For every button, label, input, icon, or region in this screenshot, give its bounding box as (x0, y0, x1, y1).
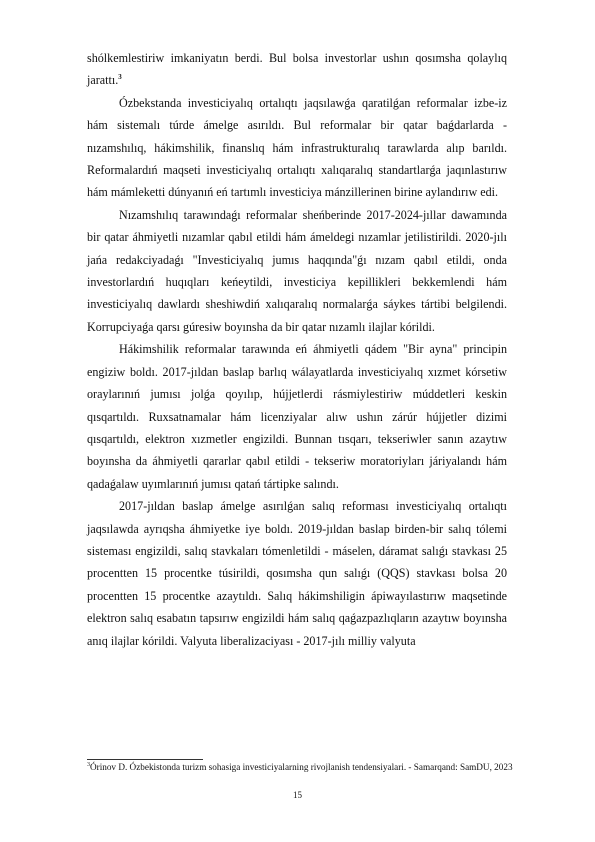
footnote-reference[interactable]: 3 (118, 73, 122, 82)
footnote-marker: 3 (87, 761, 90, 768)
paragraph-3: Nızamshılıq tarawındaǵı reformalar sheńberinde 2017-2024-jıllar dawamında bir qatar áhmiyetli nızamlar qabıl etildi hám ámeldegi nızamlar jetilistirildi. 2020-jılı jańa redakciyadaǵı "Investiciyalıq jumıs haqqında"ǵı nızam qabıl etildi, onda investorlardıń huqıqları keńeytildi, investiciya kepillikleri bekkemlendi hám investiciyalıq dawlardı sheshiwdiń xalıqaralıq normalarǵa sáykes tártibi belgilendi. Korrupciyaǵa qarsı gúresiw boyınsha da bir qatar nızamlı ilajlar kórildi. (87, 207, 507, 334)
paragraph-2: Ózbekstanda investiciyalıq ortalıqtı jaqsılawǵa qaratilǵan reformalar izbe-iz hám sistemalı túrde ámelge asırıldı. Bul reformalar bir qatar baǵdarlarda - nızamshılıq, hákimshilik, finanslıq hám infrastrukturalıq tarawlarda alıp barıldı. Reformalardıń maqseti investiciyalıq ortalıqtı xalıqaralıq standartlarǵa jaqınlastırıw hám mámleketti dúnyanıń eń tartımlı investiciya mánzillerinen birine aylandırıw edi. (87, 95, 507, 200)
paragraph-5: 2017-jıldan baslap ámelge asırılǵan salıq reforması investiciyalıq ortalıqtı jaqsılawda ayrıqsha áhmiyetke iye boldı. 2019-jıldan baslap birden-bir salıq tólemi sisteması engizildi, salıq stavkaları tómenletildi - máselen, dáramat salıǵı stavkası 25 procentten 15 procentke túsirildi, qosımsha qun salıǵı (QQS) stavkası bolsa 20 procentten 15 procentke azaytıldı. Salıq hákimshiligin ápiwayılastırıw maqsetinde elektron salıq esabatın tapsırıw engizildi hám salıq qaǵazpazlıqların azaytıw boyınsha anıq ilajlar kórildi. Valyuta liberalizaciyası - 2017-jılı milliy valyuta (87, 499, 507, 648)
paragraph-text: shólkemlestiriw imkaniyatın berdi. Bul bolsa investorlar ushın qosımsha qolaylıq jarattı. (87, 51, 507, 88)
paragraph-4: Hákimshilik reformalar tarawında eń áhmiyetli qádem "Bir ayna" principin engiziw boldı. 2017-jıldan baslap barlıq wálayatlarda investiciyalıq xızmet kórsetiw oraylarınıń jumısı jolǵa qoyılıp, hújjetlerdi rásmiylestiriw múddetleri keskin qısqartıldı. Ruxsatnamalar hám licenziyalar alıw ushın zárúr hújjetler dizimi qısqartıldı, elektron xızmetler engizildi. Bunnan tısqarı, tekseriwler sanın azaytıw boyınsha da áhmiyetli qararlar qabıl etildi - tekseriw moratoriyları járiyalandı hám qadaǵalaw uyımlarınıń jumısı qatań tártipke salındı. (87, 342, 507, 491)
body-text (87, 47, 507, 652)
page-number: 15 (293, 790, 302, 800)
footnote-separator (87, 759, 203, 760)
footnote-text: Órinov D. Ózbekistonda turizm sohasiga investiciyalarning rivojlanish tendensiyalari. - Samarqand: SamDU, 2023 (90, 762, 513, 772)
paragraph-1 (87, 47, 507, 92)
footnote (87, 762, 517, 774)
